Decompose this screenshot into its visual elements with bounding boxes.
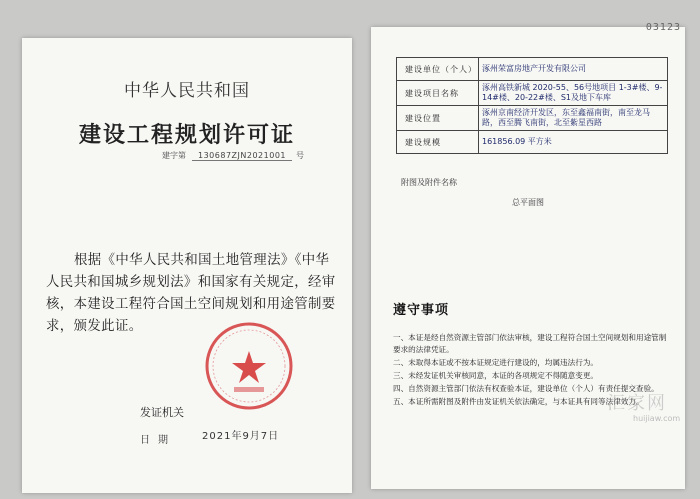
country-name: 中华人民共和国: [124, 81, 250, 101]
row-value: 涿州高铁新城 2020-55、56号地项目 1-3#楼、9-14#楼、20-22#楼、S1及地下车库: [479, 81, 668, 106]
row-value: 涿州荣富房地产开发有限公司: [479, 58, 668, 81]
row-key: 建设规模: [397, 131, 479, 154]
attachment-item: 总平面图: [512, 198, 544, 207]
certificate-number-value: 130687ZJN2021001: [192, 151, 292, 161]
certificate-number-label: 建字第: [162, 151, 186, 160]
watermark-url: huijiaw.com: [633, 414, 681, 423]
certificate-body-text: 根据《中华人民共和国土地管理法》《中华人民共和国城乡规划法》和国家有关规定，经审核，本建设工程符合国土空间规划和用途管制要求，颁发此证。: [46, 253, 336, 334]
list-item: 二、未取得本证或不按本证规定进行建设的，均属违法行为。: [393, 358, 599, 367]
certificate-title: 建设工程规划许可证: [78, 122, 295, 148]
official-seal-icon: [204, 321, 294, 411]
list-item: 三、未经发证机关审核同意，本证的各项规定不得随意变更。: [393, 371, 599, 380]
date-value: 2021年9月7日: [202, 431, 280, 442]
attachments-label: 附图及附件名称: [401, 178, 457, 187]
watermark-logo: 汇家网: [607, 393, 667, 414]
row-value: 161856.09 平方米: [479, 131, 668, 154]
certificate-front-page: [22, 38, 352, 493]
date-label: 日期: [140, 435, 176, 446]
row-key: 建设单位（个人）: [397, 58, 479, 81]
issuing-authority-label: 发证机关: [140, 406, 184, 419]
table-row: [397, 81, 668, 106]
table-row: [397, 131, 668, 154]
serial-number: 03123: [645, 22, 681, 33]
certificate-number: [162, 150, 304, 161]
list-item: 四、自然资源主管部门依法有权查验本证，建设单位（个人）有责任提交查验。: [393, 384, 659, 393]
project-info-table: [396, 57, 668, 154]
notice-title: 遵守事项: [393, 303, 450, 318]
table-row: [397, 106, 668, 131]
certificate-number-suffix: 号: [296, 151, 304, 160]
row-key: 建设项目名称: [397, 81, 479, 106]
list-item: 一、本证是经自然资源主管部门依法审核，建设工程符合国土空间规划和用途管制要求的法律凭证。: [393, 333, 667, 354]
list-item: 五、本证所需附图及附件由发证机关依法确定，与本证具有同等法律效力。: [393, 397, 644, 406]
row-key: 建设位置: [397, 106, 479, 131]
table-row: [397, 58, 668, 81]
row-value: 涿州京南经济开发区，东至鑫福南街，南至龙马路，西至腾飞南街，北至紫星西路: [479, 106, 668, 131]
certificate-details-page: [371, 22, 685, 489]
